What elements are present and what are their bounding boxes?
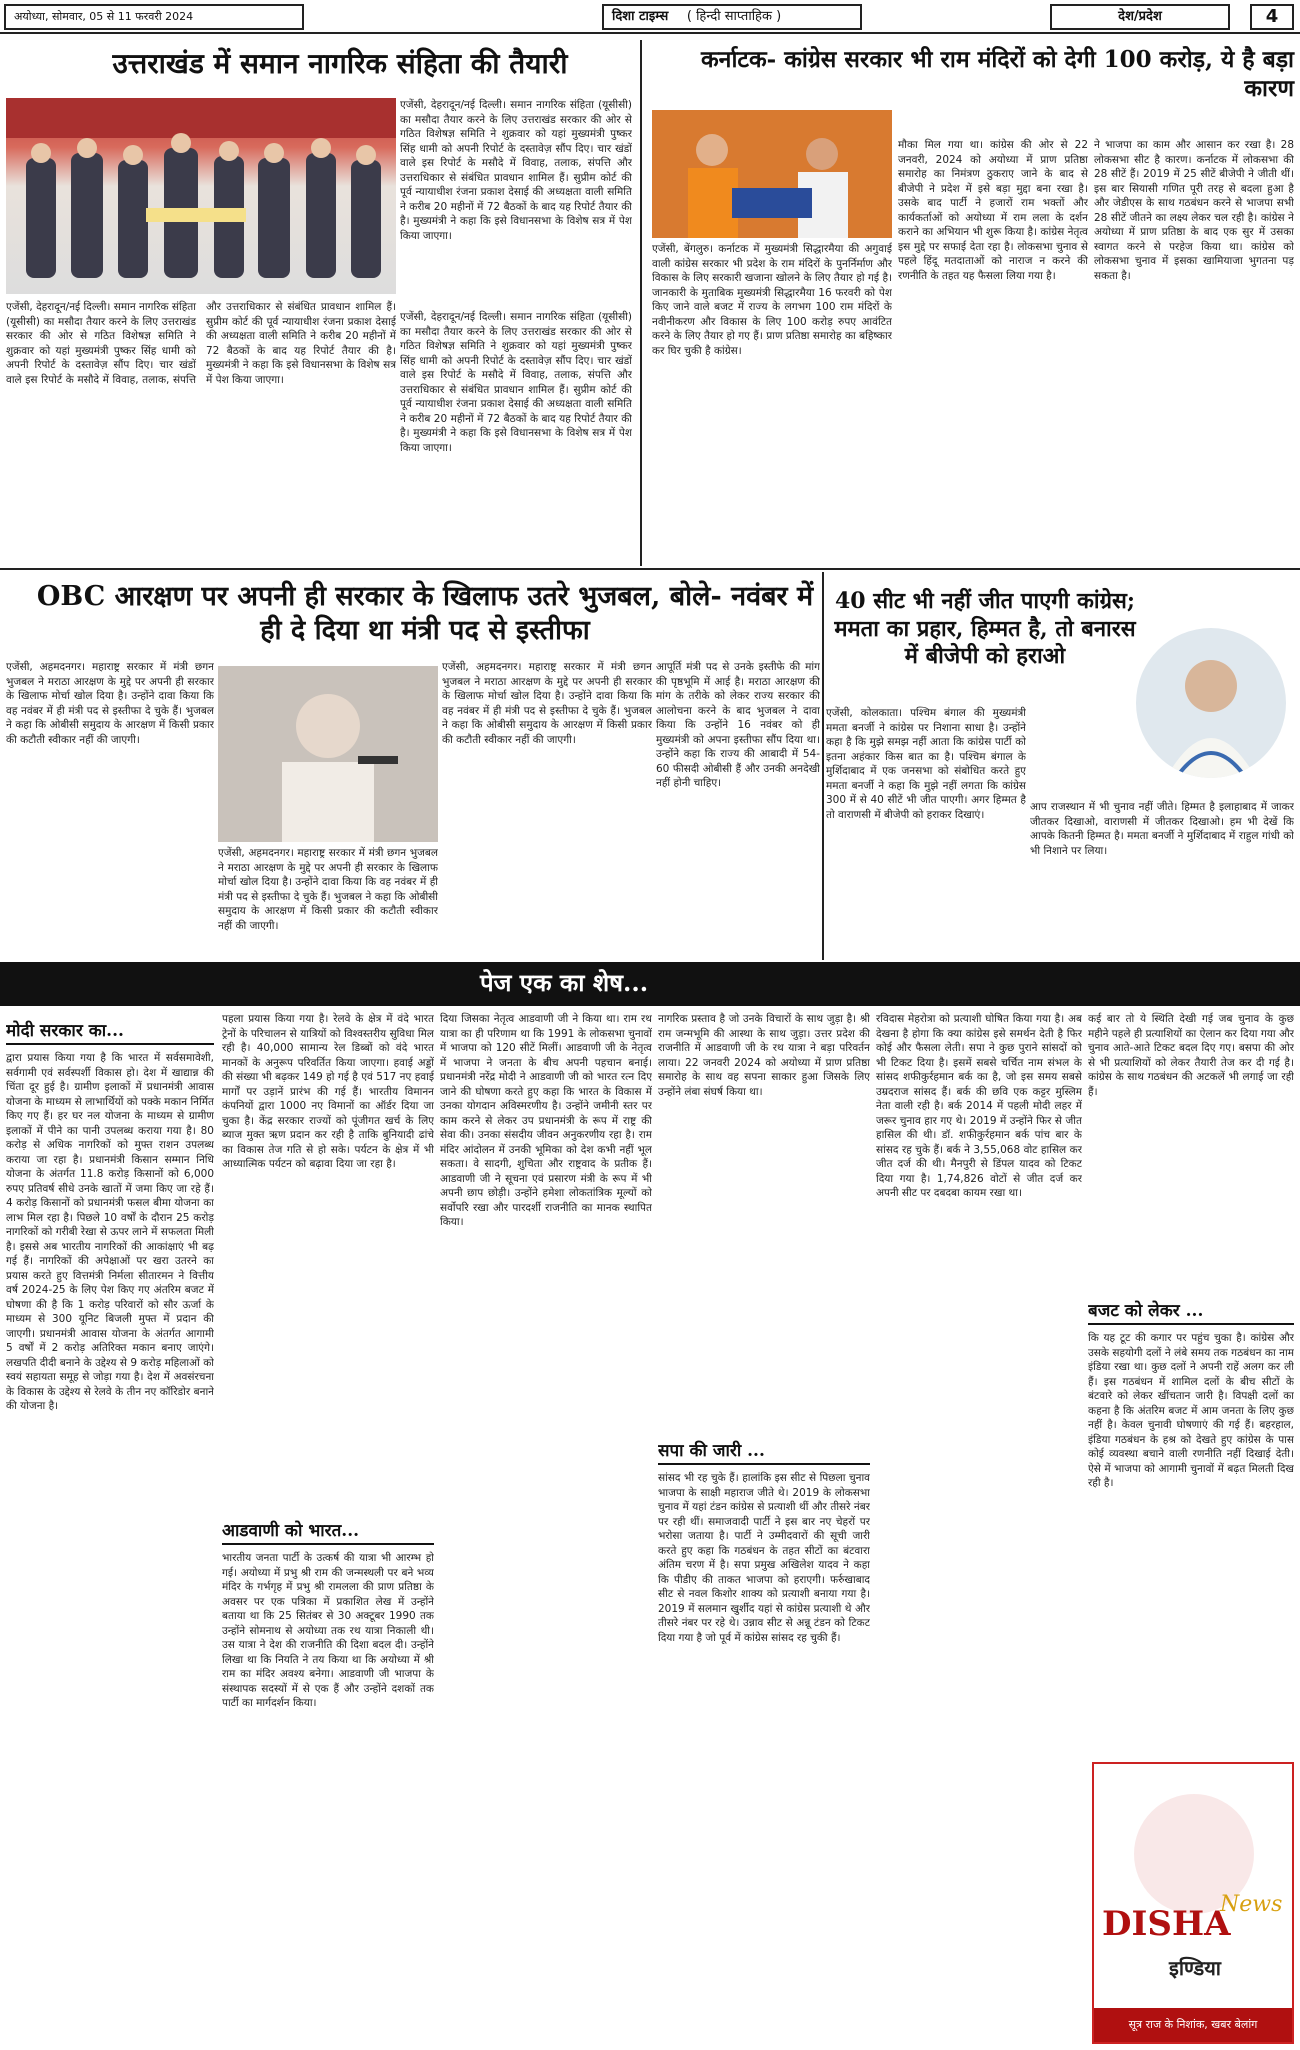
banner-title: पेज एक का शेष... bbox=[480, 968, 649, 997]
col6-title: बजट को लेकर ... bbox=[1088, 1298, 1294, 1325]
continued-col4 bbox=[658, 1012, 870, 2044]
bhujbal-photo bbox=[218, 666, 438, 842]
story1-body-right: एजेंसी, देहरादून/नई दिल्ली। समान नागरिक संहिता (यूसीसी) का मसौदा तैयार करने के लिए उत्तराखंड सरकार की ओर से गठित विशेषज्ञ समिति ने शुक्रवार को यहां मुख्यमंत्री पुष्कर सिंह धामी को अपनी रिपोर्ट के दस्तावेज़ सौंप दिए। चार खंडों वाले इस रिपोर्ट के मसौदे में विवाह, तलाक, संपत्ति और उत्तराधिकार से संबंधित प्रावधान शामिल हैं। सुप्रीम कोर्ट की पूर्व न्यायाधीश रंजना प्रकाश देसाई की अध्यक्षता वाली समिति ने करीब 20 महीनों में 72 बैठकों के बाद यह रिपोर्ट तैयार की है। मुख्यमंत्री ने कहा कि इसे विधानसभा के विशेष सत्र में पेश किया जाएगा। bbox=[400, 99, 632, 242]
story3-headline: OBC आरक्षण पर अपनी ही सरकार के खिलाफ उतरे भुजबल, बोले- नवंबर में ही दे दिया था मंत्री पद से इस्तीफा bbox=[36, 581, 814, 646]
section-label: देश/प्रदेश bbox=[1050, 4, 1230, 30]
continued-banner bbox=[0, 962, 1300, 1006]
ad-country: इण्डिया bbox=[1169, 1956, 1221, 1980]
story1-body-cont: एजेंसी, देहरादून/नई दिल्ली। समान नागरिक संहिता (यूसीसी) का मसौदा तैयार करने के लिए उत्तराखंड सरकार की ओर से गठित विशेषज्ञ समिति ने शुक्रवार को यहां मुख्यमंत्री पुष्कर सिंह धामी को अपनी रिपोर्ट के दस्तावेज़ सौंप दिए। चार खंडों वाले इस रिपोर्ट के मसौदे में विवाह, तलाक, संपत्ति और उत्तराधिकार से संबंधित प्रावधान शामिल हैं। सुप्रीम कोर्ट की पूर्व न्यायाधीश रंजना प्रकाश देसाई की अध्यक्षता वाली समिति ने करीब 20 महीनों में 72 बैठकों के बाद यह रिपोर्ट तैयार की है। मुख्यमंत्री ने कहा कि इसे विधानसभा के विशेष सत्र में पेश किया जाएगा। bbox=[400, 311, 632, 454]
continued-col1 bbox=[6, 1012, 214, 2044]
story3-body-col3: एजेंसी, अहमदनगर। महाराष्ट्र सरकार में मंत्री छगन भुजबल ने मराठा आरक्षण के मुद्दे पर अपनी ही सरकार के खिलाफ मोर्चा खोल दिया है। उन्होंने दावा किया कि वह नवंबर में ही मंत्री पद से इस्तीफा दे चुके हैं। भुजबल ने कहा कि ओबीसी समुदाय के आरक्षण में किसी प्रकार की कटौती स्वीकार नहीं की जाएगी। bbox=[442, 661, 652, 746]
col1-title: मोदी सरकार का... bbox=[6, 1018, 214, 1045]
paper-name: दिशा टाइम्स bbox=[612, 9, 669, 24]
story4-body-col2: आप राजस्थान में भी चुनाव नहीं जीते। हिम्मत है इलाहाबाद में जाकर जीतकर दिखाओ, वाराणसी में जीतकर दिखाओ। हम भी देखें कि आपके कितनी हिम्मत है। ममता बनर्जी ने मुर्शिदाबाद में राहुल गांधी को भी निशाने पर लिया। bbox=[1030, 801, 1294, 857]
disha-news-ad bbox=[1092, 1762, 1294, 2044]
col4-text: नागरिक प्रस्ताव है जो उनके विचारों के साथ जुड़ा है। श्री राम जन्मभूमि की आस्था के साथ जुड़ा। उत्तर प्रदेश की राजनीति में आडवाणी जी के रथ यात्रा ने बड़ा परिवर्तन लाया। 22 जनवरी 2024 को अयोध्या में प्राण प्रतिष्ठा समारोह के साथ वह सपना साकार हुआ जिसके लिए उन्होंने लंबा संघर्ष किया था। bbox=[658, 1013, 870, 1098]
story4-body: एजेंसी, कोलकाता। पश्चिम बंगाल की मुख्यमंत्री ममता बनर्जी ने कांग्रेस पर निशाना साधा है। उन्होंने कहा है कि मुझे समझ नहीं आता कि कांग्रेस पार्टी को इतना अहंकार किस बात का है। पश्चिम बंगाल के मुर्शिदाबाद में एक जनसभा को संबोधित करते हुए ममता बनर्जी ने कहा कि मुझे नहीं लगता कि कांग्रेस 300 में से 40 सीटें भी जीत पाएगी। अगर हिम्मत है तो वाराणसी में बीजेपी को हराकर दिखाएं। bbox=[826, 707, 1026, 821]
continued-col2 bbox=[222, 1012, 434, 2044]
karnataka-temple-photo bbox=[652, 110, 892, 238]
story2-body: एजेंसी, बेंगलुरु। कर्नाटक में मुख्यमंत्री सिद्धारमैया की अगुवाई वाली कांग्रेस सरकार भी प्रदेश के राम मंदिरों के पुनर्निर्माण और विकास के लिए सरकारी खजाना खोलने के लिए तैयार हो गई है। जानकारी के मुताबिक मुख्यमंत्री सिद्धारमैया 16 फरवरी को पेश किए जाने वाले बजट में राज्य के लगभग 100 राम मंदिरों के नवीनीकरण और विकास के लिए 100 करोड़ रुपए आवंटित करने के लिए तैयार हो गए हैं। प्राण प्रतिष्ठा समारोह का बहिष्कार कर घिर चुकी है कांग्रेस। bbox=[652, 243, 892, 357]
col3-text: दिया जिसका नेतृत्व आडवाणी जी ने किया था। राम रथ यात्रा का ही परिणाम था कि 1991 के लोकसभा चुनावों में भाजपा को 120 सीटें मिलीं। आडवाणी जी के नेतृत्व में भाजपा ने जनता के बीच अपनी पहचान बनाई। प्रधानमंत्री नरेंद्र मोदी ने आडवाणी जी को भारत रत्न दिए जाने की घोषणा करते हुए कहा कि भारत के विकास में उनका योगदान अविस्मरणीय है। उन्होंने जमीनी स्तर पर काम करने से लेकर उप प्रधानमंत्री के रूप में राष्ट्र की सेवा की। उनका संसदीय जीवन अनुकरणीय रहा है। राम मंदिर आंदोलन में उनकी भूमिका को देश कभी नहीं भूल सकता। वे सादगी, शुचिता और राष्ट्रवाद के प्रतीक हैं। आडवाणी जी ने सूचना एवं प्रसारण मंत्री के रूप में भी अपनी छाप छोड़ी। उन्होंने हमेशा लोकतांत्रिक मूल्यों को सर्वोपरि रखा और पारदर्शी राजनीति का मानक स्थापित किया। bbox=[440, 1013, 652, 1228]
issue-date: अयोध्या, सोमवार, 05 से 11 फरवरी 2024 bbox=[4, 4, 304, 30]
masthead bbox=[602, 4, 862, 30]
mamata-photo bbox=[1136, 628, 1286, 778]
page-number: 4 bbox=[1250, 4, 1294, 30]
ucc-report-photo bbox=[6, 98, 396, 294]
col2-title: आडवाणी को भारत... bbox=[222, 1518, 434, 1545]
col1-text: द्वारा प्रयास किया गया है कि भारत में सर्वसमावेशी, सर्वगामी एवं सर्वस्पर्शी विकास हो। देश में खाद्यान्न की चिंता दूर हुई है। ग्रामीण इलाकों में प्रधानमंत्री आवास योजना के माध्यम से लाभार्थियों को पक्के मकान निर्मित किए गए हैं। हर घर नल योजना के माध्यम से ग्रामीण इलाकों में पीने का पानी उपलब्ध कराया गया है। 80 करोड़ से अधिक नागरिकों को मुफ्त राशन उपलब्ध कराया जा रहा है। प्रधानमंत्री किसान सम्मान निधि योजना के अंतर्गत 11.8 करोड़ किसानों को 6,000 रुपए प्रतिवर्ष सीधे उनके खातों में जमा किए जा रहे हैं। 4 करोड़ किसानों को प्रधानमंत्री फसल बीमा योजना का लाभ मिल रहा है। पिछले 10 वर्षों के दौरान 25 करोड़ नागरिकों को गरीबी रेखा से ऊपर लाने में सफलता मिली है। इससे अब भारतीय नागरिकों की आकांक्षाएं भी बढ़ गई हैं। नागरिकों की अपेक्षाओं पर खरा उतरने का प्रयास करते हुए वित्तमंत्री निर्मला सीतारमन ने वित्तीय वर्ष 2024-25 के लिए पेश किए गए अंतरिम बजट में घोषणा की है कि 1 करोड़ परिवारों को सौर ऊर्जा के माध्यम से 300 यूनिट बिजली मुफ्त में प्रदान की जाएगी। प्रधानमंत्री आवास योजना के अंतर्गत आगामी 5 वर्षों में 2 करोड़ अतिरिक्त मकान बनाए जाएंगे। लखपति दीदी बनाने के उद्देश्य से 9 करोड़ महिलाओं को स्वयं सहायता समूह से जोड़ा गया है। देश में अवसंरचना के विकास के उद्देश्य से रेलवे के तीन नए कॉरिडोर बनाने की योजना है। bbox=[6, 1052, 214, 1412]
paper-type: ( हिन्दी साप्ताहिक ) bbox=[686, 9, 782, 24]
divider bbox=[0, 568, 1300, 570]
col6-text: कई बार तो ये स्थिति देखी गई जब चुनाव के कुछ महीने पहले ही प्रत्याशियों का ऐलान कर दिया गया और चुनाव आते-आते टिकट बदल दिए गए। बसपा की ओर से भी प्रत्याशियों को लेकर तैयारी तेज कर दी गई है। कांग्रेस के साथ गठबंधन की अटकलें भी लगाई जा रही हैं। bbox=[1088, 1013, 1294, 1098]
continued-col6 bbox=[1088, 1012, 1294, 1872]
col2-text: पहला प्रयास किया गया है। रेलवे के क्षेत्र में वंदे भारत ट्रेनों के परिचालन से यात्रियों को विश्वस्तरीय सुविधा मिल रही है। 40,000 सामान्य रेल डिब्बों को वंदे भारत मानकों के अनुरूप परिवर्तित किया जाएगा। हवाई अड्डों की संख्या भी बढ़कर 149 हो गई है एवं 517 नए हवाई मार्गों पर उड़ानें प्रारंभ की गई हैं। भारतीय विमानन कंपनियों द्वारा 1000 नए विमानों का ऑर्डर दिया जा चुका है। केंद्र सरकार राज्यों को पूंजीगत खर्च के लिए ब्याज मुक्त ऋण प्रदान कर रही है ताकि बुनियादी ढांचे का विकास तेज गति से हो सके। पर्यटन के क्षेत्र में भी आध्यात्मिक पर्यटन को बढ़ावा दिया जा रहा है। bbox=[222, 1013, 434, 1170]
col5-text: रविदास मेहरोत्रा को प्रत्याशी घोषित किया गया है। अब देखना है होगा कि क्या कांग्रेस इसे समर्थन देती है फिर कोई और फैसला लेती। सपा ने कुछ पुराने सांसदों को भी टिकट दिया है। इसमें सबसे चर्चित नाम संभल के सांसद शफीकुर्रहमान बर्क का है, जो इस समय सबसे उम्रदराज सांसद हैं। बर्क की छवि एक कट्टर मुस्लिम नेता वाली रही है। बर्क 2014 में पहली मोदी लहर में जरूर चुनाव हार गए थे। 2019 में उन्होंने फिर से जीत हासिल की थी। डॉ. शफीकुर्रहमान बर्क पांच बार के सांसद रह चुके हैं। बर्क ने 3,55,068 वोट हासिल कर जीत दर्ज की थी। मैनपुरी से डिंपल यादव को टिकट दिया गया है। 1,74,826 वोटों से जीत दर्ज कर अपनी सीट पर दबदबा कायम रखा था। bbox=[876, 1013, 1082, 1199]
story3-body-cont: एजेंसी, अहमदनगर। महाराष्ट्र सरकार में मंत्री छगन भुजबल ने मराठा आरक्षण के मुद्दे पर अपनी ही सरकार के खिलाफ मोर्चा खोल दिया है। उन्होंने दावा किया कि वह नवंबर में ही मंत्री पद से इस्तीफा दे चुके हैं। भुजबल ने कहा कि ओबीसी समुदाय के आरक्षण में किसी प्रकार की कटौती स्वीकार नहीं की जाएगी। bbox=[218, 847, 438, 932]
page-header bbox=[0, 0, 1300, 34]
col4b-text: सांसद भी रह चुके हैं। हालांकि इस सीट से पिछला चुनाव भाजपा के साक्षी महाराज जीते थे। 2019 के लोकसभा चुनाव में यहां टंडन कांग्रेस से प्रत्याशी थीं और तीसरे नंबर पर रही थीं। समाजवादी पार्टी ने इस बार नए चेहरों पर भरोसा जताया है। पार्टी ने उम्मीदवारों की सूची जारी करते हुए कहा कि गठबंधन के तहत सीटों का बंटवारा अंतिम चरण में है। सपा प्रमुख अखिलेश यादव ने कहा कि पीडीए की ताकत भाजपा को हराएगी। फर्रुखाबाद सीट से नवल किशोर शाक्य को प्रत्याशी बनाया गया है। 2019 में सलमान खुर्शीद यहां से कांग्रेस प्रत्याशी थे और तीसरे नंबर पर रहे थे। उन्नाव सीट से अन्नू टंडन को टिकट दिया गया है जो पूर्व में कांग्रेस सांसद रह चुकी हैं। bbox=[658, 1472, 870, 1644]
continued-col3 bbox=[440, 1012, 652, 2044]
col6b-text: कि यह टूट की कगार पर पहुंच चुका है। कांग्रेस और उसके सहयोगी दलों ने लंबे समय तक गठबंधन का नाम इंडिया रखा था। कुछ दलों ने अपनी राहें अलग कर ली हैं। इस गठबंधन में शामिल दलों के बीच सीटों के बंटवारे को लेकर खींचतान जारी है। विपक्षी दलों का कहना है कि अंतरिम बजट में आम जनता के लिए कुछ नहीं है। केवल चुनावी घोषणाएं की गई हैं। बहरहाल, इंडिया गठबंधन के हश्र को देखते हुए कांग्रेस के पास कोई व्यवस्था बचाने वाली रणनीति नहीं दिखाई देती। ऐसे में भाजपा को आगामी चुनावों में बढ़त मिलती दिख रही है। bbox=[1088, 1332, 1294, 1489]
continued-col5 bbox=[876, 1012, 1082, 2044]
col4-title: सपा की जारी ... bbox=[658, 1438, 870, 1465]
story3-body: एजेंसी, अहमदनगर। महाराष्ट्र सरकार में मंत्री छगन भुजबल ने मराठा आरक्षण के मुद्दे पर अपनी ही सरकार के खिलाफ मोर्चा खोल दिया है। उन्होंने दावा किया कि वह नवंबर में ही मंत्री पद से इस्तीफा दे चुके हैं। भुजबल ने कहा कि ओबीसी समुदाय के आरक्षण में किसी प्रकार की कटौती स्वीकार नहीं की जाएगी। bbox=[6, 661, 214, 746]
story3-body-col4: आपूर्ति मंत्री पद से उनके इस्तीफे की मांग की पृष्ठभूमि में आई है। मराठा आरक्षण की मांग के तरीके को लेकर राज्य सरकार की आलोचना करने के बाद भुजबल ने दावा किया कि उन्होंने 16 नवंबर को ही मुख्यमंत्री को अपना इस्तीफा सौंप दिया था। उन्होंने कहा कि राज्य की आबादी में 54-60 फीसदी ओबीसी हैं और उनकी अनदेखी नहीं होनी चाहिए। bbox=[656, 661, 820, 789]
ad-brand-script: News bbox=[1220, 1892, 1283, 1917]
divider bbox=[822, 572, 824, 960]
story2-body-col2: मौका मिल गया था। कांग्रेस की ओर से 22 जनवरी, 2024 को अयोध्या में प्राण प्रतिष्ठा समारोह का निमंत्रण ठुकराए जाने के बाद से बीजेपी ने प्रदेश में इसे बड़ा मुद्दा बना रखा है। उसके बाद पार्टी ने हजारों राम भक्तों और कार्यकर्ताओं को अयोध्या में राम लला के दर्शन कराने का अभियान भी शुरू किया है। कांग्रेस नेतृत्व इस मुद्दे पर सफाई देता रहा है। लोकसभा चुनाव से पहले हिंदू मतदाताओं को नाराज न करने की रणनीति के तहत यह फैसला लिया गया है। bbox=[898, 139, 1088, 282]
col2b-text: भारतीय जनता पार्टी के उत्कर्ष की यात्रा भी आरम्भ हो गई। अयोध्या में प्रभु श्री राम की जन्मस्थली पर बने भव्य मंदिर के गर्भगृह में प्रभु श्री रामलला की प्राण प्रतिष्ठा के अवसर पर एक पत्रिका में प्रकाशित लेख में उन्होंने बताया था कि 25 सितंबर से 30 अक्टूबर 1990 तक उन्होंने सोमनाथ से अयोध्या तक रथ यात्रा निकाली थी। उस यात्रा ने देश की राजनीति की दिशा बदल दी। उन्होंने लिखा था कि नियति ने तय किया था कि अयोध्या में श्री राम का मंदिर अवश्य बनेगा। आडवाणी जी भाजपा के संस्थापक सदस्यों में से एक हैं और उन्होंने दशकों तक पार्टी का मार्गदर्शन किया। bbox=[222, 1552, 434, 1709]
ad-tagline: सूत्र राज के निशांक, खबर बेलांग bbox=[1094, 2008, 1292, 2042]
story4-headline: 40 सीट भी नहीं जीत पाएगी कांग्रेस; ममता का प्रहार, हिम्मत है, तो बनारस में बीजेपी को हराओ bbox=[834, 588, 1136, 669]
story1-body: एजेंसी, देहरादून/नई दिल्ली। समान नागरिक संहिता (यूसीसी) का मसौदा तैयार करने के लिए उत्तराखंड सरकार की ओर से गठित विशेषज्ञ समिति ने शुक्रवार को यहां मुख्यमंत्री पुष्कर सिंह धामी को अपनी रिपोर्ट के दस्तावेज़ सौंप दिए। चार खंडों वाले इस रिपोर्ट के मसौदे में विवाह, तलाक, संपत्ति और उत्तराधिकार से संबंधित प्रावधान शामिल हैं। सुप्रीम कोर्ट की पूर्व न्यायाधीश रंजना प्रकाश देसाई की अध्यक्षता वाली समिति ने करीब 20 महीनों में 72 बैठकों के बाद यह रिपोर्ट तैयार की है। मुख्यमंत्री ने कहा कि इसे विधानसभा के विशेष सत्र में पेश किया जाएगा। bbox=[6, 301, 396, 386]
story2-body-col3: ने भाजपा का काम और आसान कर रखा है। 28 लोकसभा सीट है कारण। कर्नाटक में लोकसभा की 28 सीटें हैं। 2019 में 25 सीटें बीजेपी ने जीती थीं। इस बार सियासी गणित पूरी तरह से बदला हुआ है और जेडीएस के साथ गठबंधन करने से भाजपा सभी 28 सीटें जीतने का लक्ष्य लेकर चल रही है। कांग्रेस ने अयोध्या में प्राण प्रतिष्ठा के बाद एक सुर में उसका स्वागत करने से परहेज किया था। कांग्रेस को लोकसभा चुनाव में इसका खामियाजा भुगतना पड़ सकता है। bbox=[1094, 139, 1294, 282]
story1-headline: उत्तराखंड में समान नागरिक संहिता की तैयारी bbox=[112, 47, 568, 80]
ad-brand: DISHA bbox=[1102, 1904, 1231, 1944]
divider bbox=[640, 40, 642, 566]
story2-headline: कर्नाटक- कांग्रेस सरकार भी राम मंदिरों को देगी 100 करोड़, ये है बड़ा कारण bbox=[701, 46, 1294, 102]
